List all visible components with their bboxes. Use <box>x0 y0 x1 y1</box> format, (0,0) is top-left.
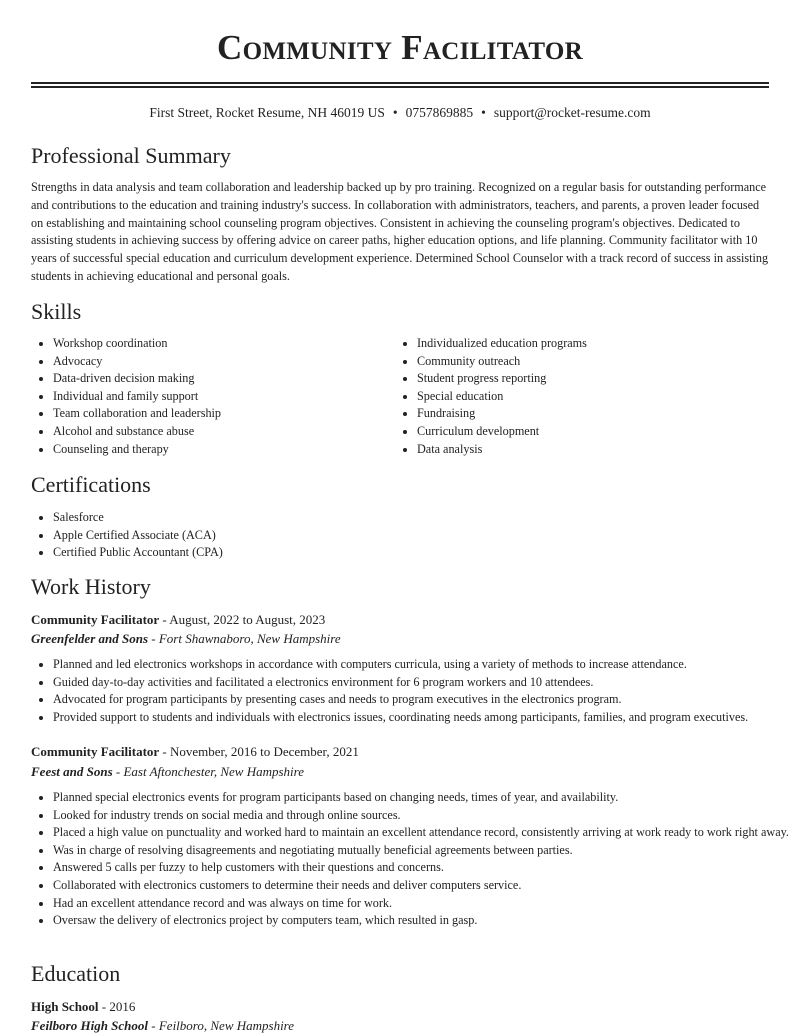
skill-item: • Individualized education programs <box>417 335 791 353</box>
job-bullet: • Placed a high value on punctuality and worked hard to maintain an excellent attendance record, consistently arriving at work ready to work right away. <box>53 824 791 842</box>
skill-item: • Alcohol and substance abuse <box>53 423 393 441</box>
certifications-list <box>31 509 791 562</box>
summary-text: Strengths in data analysis and team collaboration and leadership backed up by pro training. Recognized on a regular basis for outstanding performance and contributions to the education and training industry's success. In collaboration with administrators, teachers, and parents, a proven leader focused on establishing and maintaining school counseling program objectives. Consistent in achieving the counseling program's objectives. Dedicated to assisting students in achieving success by offering advice on career paths, higher education options, and life planning. Community facilitator with 10 years of successful special education and curriculum development experience. Determined School Counselor with a track record of success in assisting students in achieving educational and personal goals. <box>31 180 769 283</box>
header-rule-top <box>31 82 769 84</box>
job-bullet: • Answered 5 calls per fuzzy to help customers with their questions and concerns. <box>53 859 791 877</box>
skill-item: • Data-driven decision making <box>53 370 393 388</box>
skill-item: • Community outreach <box>417 353 791 371</box>
employer-name: Feest and Sons <box>31 764 113 779</box>
job-bullet: • Guided day-to-day activities and facilitated a electronics environment for 6 program workers and 10 attendees. <box>53 674 791 692</box>
job-bullet: • Advocated for program participants by presenting cases and needs to program executives in the electronics program. <box>53 691 791 709</box>
job-title-line <box>31 744 359 760</box>
education-school: Feilboro High School <box>31 1018 149 1033</box>
job-bullet: • Looked for industry trends on social media and through online sources. <box>53 807 791 825</box>
education-degree-line <box>31 999 135 1015</box>
skill-item: • Data analysis <box>417 441 791 459</box>
job-bullet: • Planned and led electronics workshops in accordance with computers curricula, using a variety of methods to increase attendance. <box>53 656 791 674</box>
education-year: - 2016 <box>98 999 136 1014</box>
job-bullet: • Was in charge of resolving disagreements and negotiating mutually beneficial agreements between parties. <box>53 842 791 860</box>
certification-item: • Salesforce <box>53 509 791 527</box>
certification-item: • Certified Public Accountant (CPA) <box>53 544 791 562</box>
job-bullet: • Planned special electronics events for program participants based on changing needs, times of year, and availability. <box>53 789 791 807</box>
education-location: - Feilboro, New Hampshire <box>148 1018 295 1033</box>
job-bullet: • Oversaw the delivery of electronics project by computers team, which resulted in gasp. <box>53 912 791 930</box>
skill-item: • Individual and family support <box>53 388 393 406</box>
employer-location: - Fort Shawnaboro, New Hampshire <box>148 631 341 646</box>
contact-address: First Street, Rocket Resume, NH 46019 US <box>149 105 385 120</box>
contact-email: support@rocket-resume.com <box>493 105 651 120</box>
employer-line <box>31 631 341 647</box>
contact-line <box>0 105 800 121</box>
employer-name: Greenfelder and Sons <box>31 631 149 646</box>
certification-item: • Apple Certified Associate (ACA) <box>53 527 791 545</box>
employer-location: - East Aftonchester, New Hampshire <box>112 764 305 779</box>
job-bullets <box>31 656 791 726</box>
skill-item: • Fundraising <box>417 405 791 423</box>
skill-item: • Curriculum development <box>417 423 791 441</box>
skills-heading: Skills <box>31 299 82 324</box>
header-rule-bottom <box>31 86 769 88</box>
job-bullets <box>31 789 791 930</box>
resume-name: Community Facilitator <box>217 28 583 67</box>
skill-item: • Special education <box>417 388 791 406</box>
contact-separator: • <box>392 105 398 120</box>
skills-list-left <box>31 335 393 458</box>
education-degree: High School <box>31 999 99 1014</box>
skill-item: • Advocacy <box>53 353 393 371</box>
summary-heading: Professional Summary <box>31 143 231 168</box>
education-heading: Education <box>31 961 121 986</box>
job-bullet: • Had an excellent attendance record and was always on time for work. <box>53 895 791 913</box>
skill-item: • Workshop coordination <box>53 335 393 353</box>
job-position: Community Facilitator <box>31 744 160 759</box>
skill-item: • Counseling and therapy <box>53 441 393 459</box>
job-dates: - August, 2022 to August, 2023 <box>159 612 326 627</box>
job-bullet: • Collaborated with electronics customers to determine their needs and deliver computers service. <box>53 877 791 895</box>
job-title-line <box>31 612 325 628</box>
skill-item: • Team collaboration and leadership <box>53 405 393 423</box>
certifications-heading: Certifications <box>31 472 151 497</box>
work-history-heading: Work History <box>31 574 151 599</box>
employer-line <box>31 764 304 780</box>
skills-list-right <box>395 335 791 458</box>
contact-separator: • <box>481 105 486 120</box>
skill-item: • Student progress reporting <box>417 370 791 388</box>
education-school-line <box>31 1018 294 1034</box>
job-bullet: • Provided support to students and individuals with electronics issues, coordinating needs among participants, families, and program executives. <box>53 709 791 727</box>
contact-phone: 0757869885 <box>405 105 474 120</box>
job-position: Community Facilitator <box>31 612 160 627</box>
job-dates: - November, 2016 to December, 2021 <box>159 744 359 759</box>
